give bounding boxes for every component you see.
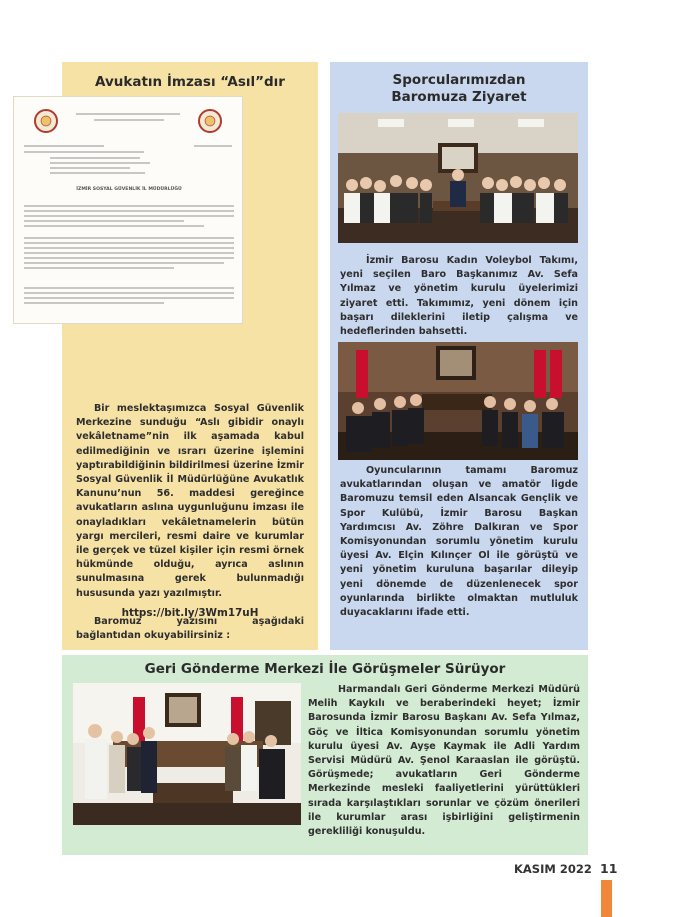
- left-article-title: Avukatın İmzası “Asıl”dır: [95, 74, 285, 90]
- page-number: 11: [600, 861, 618, 876]
- meeting-photo: [73, 683, 301, 825]
- volleyball-team-photo: [338, 113, 578, 243]
- left-article-paragraph: Bir meslektaşımızca Sosyal Güvenlik Merkezine sunduğu “Aslı gibidir onaylı vekâletname”nin ilk aşamada kabul edilmediğinin ve ısrarı üzerine işlemini yaptırabildiğinin bildirilmesi üzerine İzmir Sosyal Güvenlik İl Müdürlüğüne Avukatlık Kanunu’nun 56. maddesi gereğince avukatların aslına uygunluğunu imzası ile onayladıkları vekâletnamelerin bütün yargı mercileri, resmi daire ve kurumlar ile gerçek ve tüzel kişiler için resmi örnek hükmünde olduğu, ayrıca aslının sunulmasına gerek bulunmadığı hususunda yazı yazılmıştır.: [76, 403, 304, 599]
- accent-bar: [601, 880, 612, 917]
- bottom-article-title: Geri Gönderme Merkezi İle Görüşmeler Sürüyor: [144, 661, 506, 677]
- bottom-article-paragraph: Harmandalı Geri Gönderme Merkezi Müdürü Melih Kaykılı ve beraberindeki heyet; İzmir Barosunda İzmir Barosu Başkanı Av. Sefa Yılmaz, Göç ve İltica Komisyonundan sorumlu yönetim kurulu üyesi Av. Ayşe Kaymak ile Adli Yardım Servisi Müdürü Av. Şenol Karaaslan ile görüştü. Görüşmede; avukatların Geri Gönderme Merkezinde mesleki faaliyetlerini yürüttükleri sırada karşılaştıkları sorunlar ve çözüm önerileri ile kurumlar arası işbirliğini geliştirmenin gerekliliği konuşuldu.: [308, 684, 580, 838]
- left-article-paragraph: Baromuz yazısını aşağıdaki bağlantıdan okuyabilirsiniz :: [76, 615, 304, 642]
- right-article-title: Sporcularımızdan Baromuza Ziyaret: [391, 72, 527, 105]
- right-article-body-2: [340, 464, 578, 620]
- letter-recipient: İZMİR SOSYAL GÜVENLİK İL MÜDÜRLÜĞÜ: [76, 187, 182, 192]
- issue-date: KASIM 2022: [514, 862, 592, 876]
- seal-left-icon: [34, 109, 58, 133]
- right-article-paragraph: Oyuncularının tamamı Baromuz avukatlarından oluşan ve amatör ligde Baromuzu temsil eden Alsancak Gençlik ve Spor Kulübü, İzmir Barosu Başkan Yardımcısı Av. Zöhre Dalkıran ve Spor Komisyonundan sorumlu yönetim kurulu üyesi Av. Elçin Kılınçer Ol ile görüştü ve yeni yönetim kuruluna başarılar dileyip yeni dönemde de düzenlenecek spor oyunlarında birlikte olmaktan mutluluk duyacaklarını ifade etti.: [340, 465, 578, 619]
- right-article-body-1: [340, 254, 578, 339]
- right-article-paragraph: İzmir Barosu Kadın Voleybol Takımı, yeni seçilen Baro Başkanımız Av. Sefa Yılmaz ve yönetim kurulu üyelerimizi ziyaret etti. Takımımız, yeni dönem için başarı dileklerini iletip çalışma ve hedeflerinden bahsetti.: [340, 255, 578, 338]
- bottom-article-body: [308, 683, 580, 839]
- sports-club-photo: [338, 342, 578, 460]
- document-link[interactable]: https://bit.ly/3Wm17uH: [121, 607, 259, 619]
- seal-right-icon: [198, 109, 222, 133]
- official-letter-image: [13, 96, 243, 324]
